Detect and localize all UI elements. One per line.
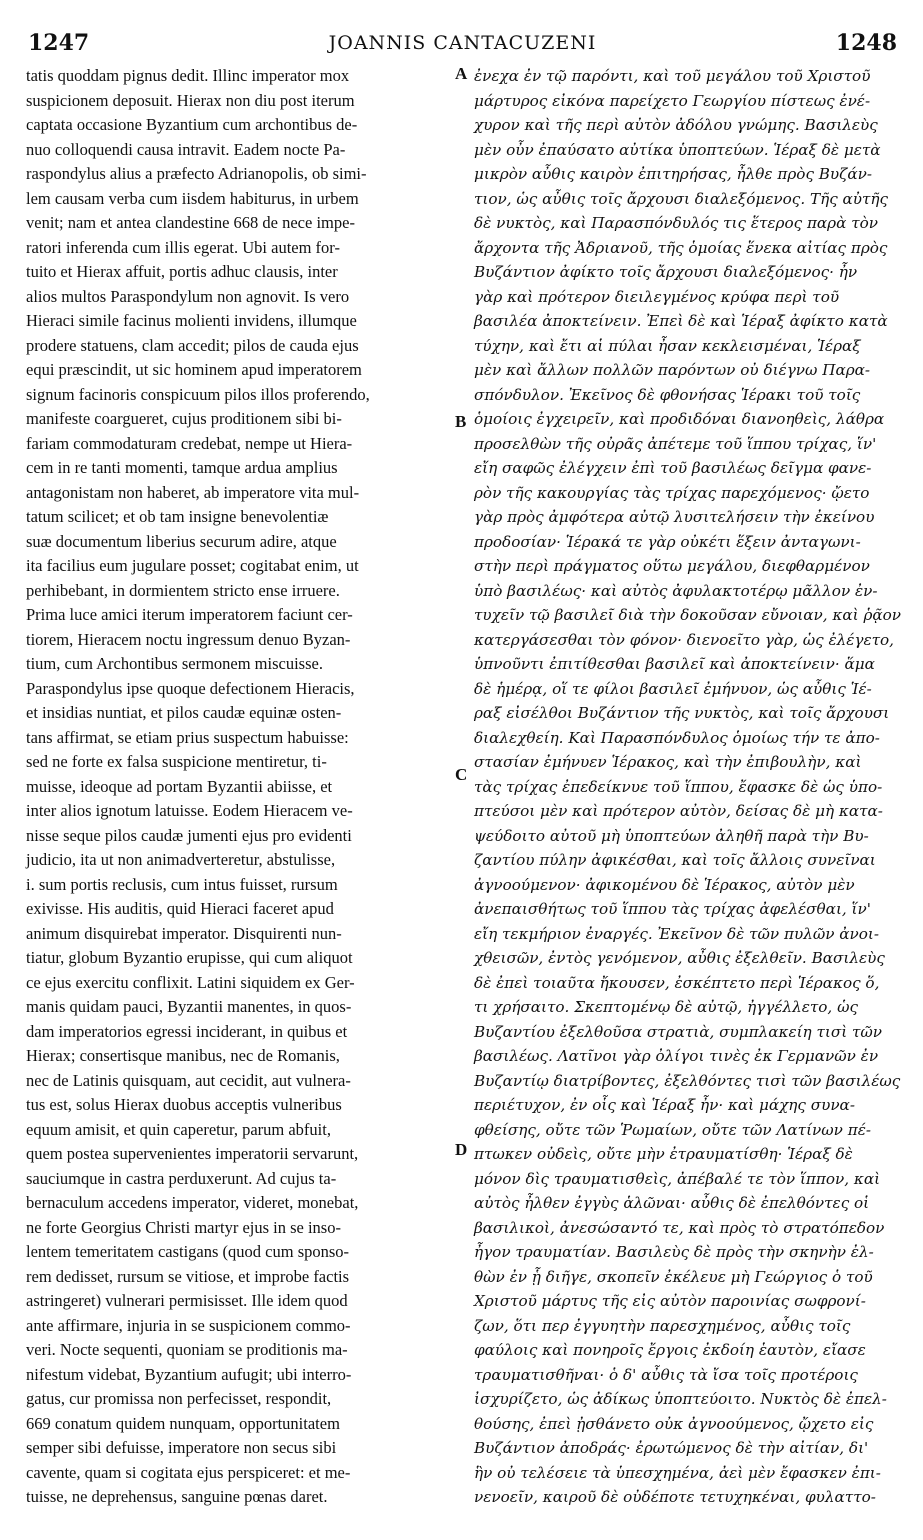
greek-text-line: μὲν οὖν ἐπαύσατο αὐτίκα ὑποπτεύων. Ἱέραξ δὲ μετὰ xyxy=(474,140,881,159)
latin-text-line: suæ documentum liberius securum adire, atque xyxy=(26,531,337,551)
latin-text-line: perhibebant, in dormientem stricto ense irruere. xyxy=(26,580,340,600)
greek-text-line: μάρτυρος εἰκόνα παρείχετο Γεωργίου πίστεως ἐνέ- xyxy=(474,91,871,110)
greek-text-line: τιον, ὡς αὖθις τοῖς ἄρχουσι διαλεξόμενος. Τῆς αὐτῆς xyxy=(474,189,889,208)
latin-text-line: tuisse, ne deprehensus, sanguine pœnas daret. xyxy=(26,1487,328,1506)
greek-text-line: ἦγον τραυματίαν. Βασιλεὺς δὲ πρὸς τὴν σκηνὴν ἐλ- xyxy=(474,1243,874,1261)
greek-text-line: ἄρχοντα τῆς Ἀδριανοῦ, τῆς ὁμοίας ἕνεκα αἰτίας πρὸς xyxy=(474,238,888,257)
latin-text-line: animum disquirebat imperator. Disquirenti nun- xyxy=(26,923,342,943)
latin-text-line: rem dedisset, rursum se vitiose, et improbe factis xyxy=(26,1266,350,1286)
latin-text-line: sauciumque in castra perduxerunt. Ad cujus ta- xyxy=(26,1168,337,1188)
greek-text-line: βασιλικοὶ, ἀνεσώσαντό τε, καὶ πρὸς τὸ στρατόπεδον xyxy=(474,1218,885,1237)
greek-text-line: γὰρ καὶ πρότερον διειλεγμένος κρύφα περὶ τοῦ xyxy=(474,287,840,306)
greek-text-line: πτωκεν οὐδεὶς, οὔτε μὴν ἐτραυματίσθη· Ἱέραξ δὲ xyxy=(474,1145,853,1163)
greek-text-line: ὑπνοῦντι ἐπιτίθεσθαι βασιλεῖ καὶ ἀποκτείνειν· ἅμα xyxy=(474,655,875,673)
latin-text-line: cem in re tanti momenti, tamque ardua amplius xyxy=(26,458,338,477)
latin-text-line: equum amisit, et quin caperetur, parum abfuit, xyxy=(26,1119,331,1139)
latin-text-line: bernaculum accedens imperator, videret, monebat, xyxy=(26,1193,359,1212)
latin-text-line: tatum scilicet; et ob tam insigne benevolentiæ xyxy=(26,507,329,526)
latin-text-line: alios multos Paraspondylum non agnovit. Is vero xyxy=(26,286,350,306)
greek-text-line: βασιλέα ἀποκτείνειν. Ἐπεὶ δὲ καὶ Ἱέραξ ἀφίκτο κατὰ xyxy=(474,312,888,330)
greek-text-line: ραξ εἰσέλθοι Βυζάντιον τῆς νυκτὸς, καὶ τοῖς ἄρχουσι xyxy=(474,704,890,722)
latin-text-line: nisse seque pilos caudæ jumenti ejus pro evidenti xyxy=(26,825,352,845)
greek-text-line: δὲ νυκτὸς, καὶ Παρασπόνδυλός τις ἕτερος παρὰ τὸν xyxy=(474,214,878,232)
greek-text-line: αὐτὸς ἦλθεν ἐγγὺς ἁλῶναι· αὖθις δὲ ἐπελθόντες οἱ xyxy=(474,1194,870,1212)
greek-text-line: νενοεῖν, καιροῦ δὲ οὐδέποτε τετυχηκέναι, φυλαττο- xyxy=(474,1488,876,1506)
latin-text-line: equi præscindit, ut sic hominem apud imperatorem xyxy=(26,360,362,379)
greek-text-line: ἐνεχα ἐν τῷ παρόντι, καὶ τοῦ μεγάλου τοῦ Χριστοῦ xyxy=(474,67,871,85)
latin-text-line: antagonistam non haberet, ab imperatore vita mul- xyxy=(26,482,360,502)
greek-text-line: δὲ ἡμέρᾳ, οἵ τε φίλοι βασιλεῖ ἐμήνυον, ὡς αὖθις Ἱέ- xyxy=(474,679,872,698)
greek-text-line: φαύλοις καὶ πονηροῖς ἔργοις ἐκδοίη ἑαυτὸν, εἴασε xyxy=(474,1341,866,1359)
latin-text-line: gatus, cur promissa non perfecisset, respondit, xyxy=(26,1389,332,1408)
greek-text-line: εἴη τεκμήριον ἐναργές. Ἐκεῖνον δὲ τῶν πυλῶν ἀνοι- xyxy=(474,924,879,943)
greek-text-line: Βυζάντιον ἀποδράς· ἐρωτώμενος δὲ τὴν αἰτίαν, δι' xyxy=(474,1439,869,1457)
right-page-number: 1248 xyxy=(835,30,897,56)
latin-text-line: sed ne forte ex falsa suspicione mentiretur, ti- xyxy=(26,752,327,771)
latin-text-line: ce ejus exercitu conflixit. Latini siquidem ex Ger- xyxy=(26,972,355,992)
latin-text-line: dam imperatorios egressi inciderant, in quibus et xyxy=(26,1021,348,1041)
greek-text-line: ζων, ὅτι περ ἐγγυητὴν παρεσχημένος, αὖθις τοῖς xyxy=(474,1316,851,1335)
left-page-number: 1247 xyxy=(28,30,90,56)
latin-text-line: signum facinoris conspicuum pilos illos proferendo, xyxy=(26,384,370,404)
greek-text-line: κατεργάσεσθαι τὸν φόνον· διενοεῖτο γὰρ, ὡς ἐλέγετο, xyxy=(474,630,895,649)
greek-text-line: προσελθὼν τῆς οὐρᾶς ἀπέτεμε τοῦ ἵππου τρίχας, ἵν' xyxy=(474,434,877,453)
greek-text-line: στασίαν ἐμήνυεν Ἱέρακος, καὶ τὴν ἐπιβουλὴν, καὶ xyxy=(474,753,862,771)
greek-text-line: θὼν ἐν ᾗ διῆγε, σκοπεῖν ἐκέλευε μὴ Γεώργιος ὁ τοῦ xyxy=(474,1267,873,1286)
latin-text-line: cavente, quam si cogitata ejus perspiceret: et me- xyxy=(26,1462,351,1482)
latin-text-line: exivisse. His auditis, quid Hieraci faceret apud xyxy=(26,899,334,918)
latin-text-line: astringeret) vulnerari permisisset. Ille idem quod xyxy=(26,1291,348,1310)
greek-text-line: περιέτυχον, ἐν οἷς καὶ Ἱέραξ ἦν· καὶ μάχης συνα- xyxy=(474,1096,855,1114)
latin-text-line: judicio, ita ut non animadverteretur, abstulisse, xyxy=(26,850,336,869)
greek-text-line: ἀγνοούμενον· ἀφικομένου δὲ Ἱέρακος, αὐτὸν μὲν xyxy=(474,875,855,894)
latin-text-line: tiatur, globum Byzantio erupisse, qui cum aliquot xyxy=(26,948,353,967)
greek-text-line: ὑπὸ βασιλέως· καὶ αὐτὸς ἀφυλακτοτέρῳ μᾶλλον ἐν- xyxy=(474,581,878,600)
greek-text-line: σπόνδυλον. Ἐκεῖνος δὲ φθονήσας Ἱέρακι τοῦ τοῖς xyxy=(474,385,861,404)
latin-text-line: prodere statuens, clam accedit; pilos de cauda ejus xyxy=(26,335,359,355)
latin-text-line: lem causam verba cum iisdem habiturus, in urbem xyxy=(26,188,359,208)
greek-text-line: χυρον καὶ τῆς περὶ αὐτὸν ἀδόλου γνώμης. Βασιλεὺς xyxy=(474,116,878,134)
latin-text-line: Hierax; consertisque manibus, nec de Romanis, xyxy=(26,1046,340,1065)
section-marker-a: A xyxy=(455,64,468,83)
latin-text-line: nec de Latinis quisquam, aut cecidit, aut vulnera- xyxy=(26,1070,351,1090)
latin-text-line: ratori inferenda cum illis egerat. Ubi autem for- xyxy=(26,237,340,257)
greek-text-line: ρὸν τῆς κακουργίας τὰς τρίχας παρεχόμενος· ᾤετο xyxy=(474,483,870,502)
latin-text-line: tus est, solus Hierax duobus acceptis vulneribus xyxy=(26,1095,342,1114)
greek-text-line: προδοσίαν· Ἱέρακά τε γὰρ οὐκέτι ἕξειν ἀνταγωνι- xyxy=(474,532,861,551)
greek-text-line: τὰς τρίχας ἐπεδείκνυε τοῦ ἵππου, ἔφασκε δὲ ὡς ὑπο- xyxy=(474,777,883,796)
page-header xyxy=(28,30,897,60)
greek-text-line: Βυζαντίῳ διατρίβοντες, ἐξελθόντες τισὶ τῶν βασιλέως xyxy=(474,1071,901,1090)
greek-text-line: ἣν οὐ τελέσειε τὰ ὑπεσχημένα, ἀεὶ μὲν ἔφασκεν ἐπι- xyxy=(474,1463,881,1482)
latin-text-line: nifestum videbat, Byzantium aufugit; ubi interro- xyxy=(26,1364,352,1384)
latin-text-line: quem postea supervenientes imperatorii servarunt, xyxy=(26,1144,359,1163)
latin-text-line: suspicionem deposuit. Hierax non diu post iterum xyxy=(26,90,355,110)
latin-text-line: tatis quoddam pignus dedit. Illinc imperator mox xyxy=(26,66,350,85)
greek-text-line: ὁμοίοις ἐγχειρεῖν, καὶ προδιδόναι διανοηθεὶς, λάθρα xyxy=(474,410,885,428)
greek-text-line: Βυζάντιον ἀφίκτο τοῖς ἄρχουσι διαλεξόμενος· ἦν xyxy=(474,263,858,281)
greek-text-line: βασιλέως. Λατῖνοι γὰρ ὀλίγοι τινὲς ἐκ Γερμανῶν ἐν xyxy=(474,1047,879,1065)
greek-text-line: τυχεῖν τῷ βασιλεῖ διὰ τὴν δοκοῦσαν εὔνοιαν, καὶ ῥᾷον xyxy=(474,606,902,624)
section-marker-b: B xyxy=(455,412,467,431)
latin-text-line: raspondylus alius a præfecto Adrianopolis, ob simi- xyxy=(26,164,367,183)
section-marker-c: C xyxy=(455,765,468,784)
greek-text-line: χθεισῶν, ἐντὸς γενόμενον, αὖθις ἐξελθεῖν. Βασιλεὺς xyxy=(474,949,885,967)
latin-text-line: et insidias nuntiat, et pilos caudæ equinæ osten- xyxy=(26,703,342,722)
greek-text-line: διαλεχθείη. Καὶ Παρασπόνδυλος ὁμοίως τήν τε ἀπο- xyxy=(474,728,880,747)
latin-text-line: nuo colloquendi causa intravit. Eadem nocte Pa- xyxy=(26,139,346,159)
latin-text-line: tans affirmat, se etiam prius suspectum habuisse: xyxy=(26,727,349,747)
latin-text-line: ante affirmare, injuria in se suspicionem commo- xyxy=(26,1315,351,1335)
greek-text-line: τύχην, καὶ ἔτι αἱ πύλαι ἦσαν κεκλεισμέναι, Ἱέραξ xyxy=(474,336,861,355)
section-marker-d: D xyxy=(455,1140,468,1159)
latin-text-line: ne forte Georgius Christi martyr ejus in se inso- xyxy=(26,1217,341,1237)
greek-text-line: Βυζαντίου ἐξελθοῦσα στρατιὰ, συμπλακείη τισὶ τῶν xyxy=(474,1022,883,1041)
greek-text-line: ἰσχυρίζετο, ὡς ἀδίκως ὑποπτεύοιτο. Νυκτὸς δὲ ἐπελ- xyxy=(474,1390,887,1408)
greek-text-line: πτεύσοι μὲν καὶ πρότερον αὐτὸν, δείσας δὲ μὴ κατα- xyxy=(474,802,883,820)
latin-text-line: i. sum portis reclusis, cum intus fuisset, rursum xyxy=(26,874,338,894)
latin-text-line: Hieraci simile facinus molienti invidens, illumque xyxy=(26,311,357,330)
running-title: JOANNIS CANTACUZENI xyxy=(328,32,597,54)
latin-text-line: tuito et Hierax affuit, portis adhuc clausis, inter xyxy=(26,262,338,281)
latin-text-line: semper sibi defuisse, imperatore non secus sibi xyxy=(26,1438,337,1457)
latin-text-line: manifeste coargueret, cujus proditionem sibi bi- xyxy=(26,409,342,428)
latin-text-line: Prima luce amici iterum imperatorem faciunt cer- xyxy=(26,605,353,624)
latin-text-line: lentem temeritatem castigans (quod cum sponso- xyxy=(26,1242,350,1261)
latin-text-line: tiorem, Hieracem noctu ingressum denuo Byzan- xyxy=(26,629,351,649)
latin-text-line: manis quidam pauci, Byzantii manentes, in quos- xyxy=(26,997,352,1016)
greek-text-line: εἴη σαφῶς ἐλέγχειν ἐπὶ τοῦ βασιλέως δεῖγμα φανε- xyxy=(474,459,872,477)
greek-text-line: δὲ ἐπεὶ τοιαῦτα ἤκουσεν, ἐσκέπτετο περὶ Ἱέρακος ὅ, xyxy=(474,973,880,992)
latin-text-line: muisse, ideoque ad portam Byzantii abiisse, et xyxy=(26,776,333,796)
greek-text-line: φθείσης, οὔτε τῶν Ῥωμαίων, οὔτε τῶν Λατίνων πέ- xyxy=(474,1120,871,1139)
greek-text-line: γὰρ πρὸς ἀμφότερα αὐτῷ λυσιτελήσειν τὴν ἐκείνου xyxy=(474,508,875,526)
latin-text-line: fariam commodaturam credebat, nempe ut Hiera- xyxy=(26,433,353,453)
latin-text-line: veri. Nocte sequenti, quoniam se proditionis ma- xyxy=(26,1340,348,1359)
greek-text-line: μὲν καὶ ἄλλων πολλῶν παρόντων οὐ διέγνω Παρα- xyxy=(474,361,871,379)
greek-text-line: ψεύδοιτο αὐτοῦ μὴ ὑποπτεύων ἀληθῆ παρὰ τὴν Βυ- xyxy=(474,826,869,845)
latin-text-line: captata occasione Byzantium cum archontibus de- xyxy=(26,115,358,134)
latin-text-line: Paraspondylus ipse quoque defectionem Hieracis, xyxy=(26,678,355,698)
latin-column xyxy=(26,64,458,1506)
greek-text-line: μόνον δὶς τραυματισθεὶς, ἀπέβαλέ τε τὸν ἵππον, καὶ xyxy=(474,1169,881,1188)
latin-text-line: ita facilius eum jugulare posset; cogitabat enim, ut xyxy=(26,556,359,575)
greek-text-line: Χριστοῦ μάρτυς τῆς εἰς αὐτὸν παροινίας σωφρονί- xyxy=(474,1292,866,1310)
greek-text-line: ἀνεπαισθήτως τοῦ ἵππου τὰς τρίχας ἀφελέσθαι, ἵν' xyxy=(474,900,871,918)
greek-text-line: ζαντίου πύλην ἀφικέσθαι, καὶ τοῖς ἄλλοις συνεῖναι xyxy=(474,851,876,869)
greek-text-line: θούσης, ἐπεὶ ᾐσθάνετο οὐκ ἀγνοούμενος, ᾤχετο εἰς xyxy=(474,1414,874,1433)
latin-text-line: inter alios ignotum latuisse. Eodem Hieracem ve- xyxy=(26,801,353,820)
greek-text-line: μικρὸν αὖθις καιρὸν ἐπιτηρήσας, ἦλθε πρὸς Βυζάν- xyxy=(474,165,873,183)
latin-text-line: tium, cum Archontibus sermonem miscuisse. xyxy=(26,654,323,673)
greek-text-line: τραυματισθῆναι· ὁ δ' αὖθις τὰ ἴσα τοῖς προτέροις xyxy=(474,1365,858,1384)
greek-column xyxy=(474,64,902,1506)
greek-text-line: στὴν περὶ πράγματος οὕτω μεγάλου, διεφθαρμένον xyxy=(474,557,870,575)
greek-text-line: τι χρήσαιτο. Σκεπτομένῳ δὲ αὐτῷ, ἠγγέλλετο, ὡς xyxy=(474,998,858,1016)
latin-text-line: venit; nam et antea clandestine 668 de nece impe- xyxy=(26,213,355,232)
latin-text-line: 669 conatum quidem nunquam, opportunitatem xyxy=(26,1413,340,1433)
